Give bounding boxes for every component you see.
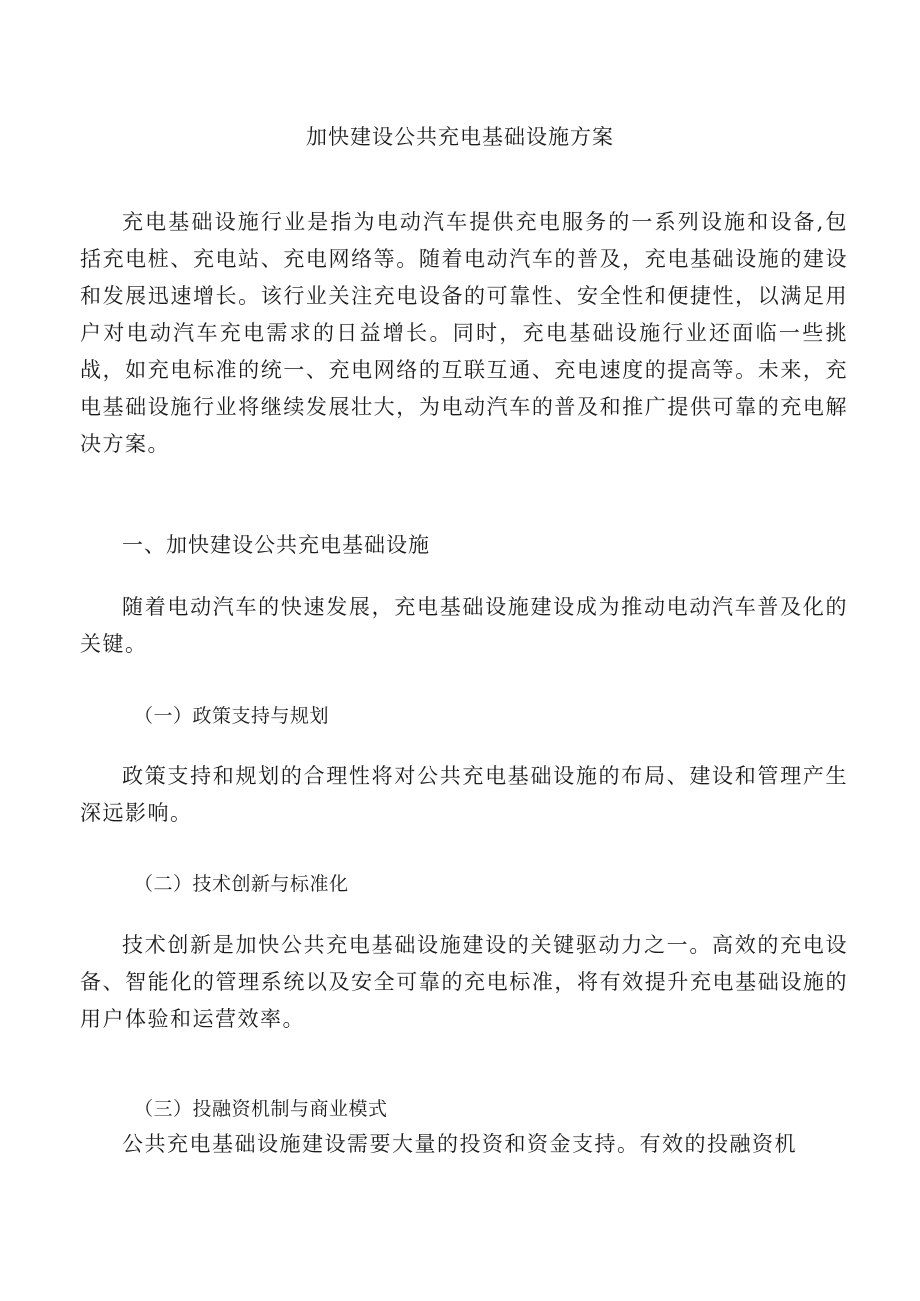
subsection-3-paragraph: 公共充电基础设施建设需要大量的投资和资金支持。有效的投融资机 <box>122 1132 797 1156</box>
subsection-heading-2: （二）技术创新与标准化 <box>134 873 349 895</box>
section-1-paragraph: 随着电动汽车的快速发展，充电基础设施建设成为推动电动汽车普及化的关键。 <box>80 595 848 656</box>
document-title: 加快建设公共充电基础设施方案 <box>306 125 614 149</box>
subsection-2-paragraph: 技术创新是加快公共充电基础设施建设的关键驱动力之一。高效的充电设备、智能化的管理系统以及安全可靠的充电标准，将有效提升充电基础设施的用户体验和运营效率。 <box>80 933 848 1031</box>
section-heading-1: 一、加快建设公共充电基础设施 <box>122 533 430 557</box>
subsection-heading-1: （一）政策支持与规划 <box>134 705 330 727</box>
intro-paragraph: 充电基础设施行业是指为电动汽车提供充电服务的一系列设施和设备,包括充电桩、充电站、充电网络等。随着电动汽车的普及，充电基础设施的建设和发展迅速增长。该行业关注充电设备的可靠性、安全性和便捷性，以满足用户对电动汽车充电需求的日益增长。同时，充电基础设施行业还面临一些挑战，如充电标准的统一、充电网络的互联互通、充电速度的提高等。未来，充电基础设施行业将继续发展壮大，为电动汽车的普及和推广提供可靠的充电解决方案。 <box>80 210 848 456</box>
subsection-heading-3: （三）投融资机制与商业模式 <box>134 1098 388 1120</box>
subsection-1-paragraph: 政策支持和规划的合理性将对公共充电基础设施的布局、建设和管理产生深远影响。 <box>80 764 848 825</box>
